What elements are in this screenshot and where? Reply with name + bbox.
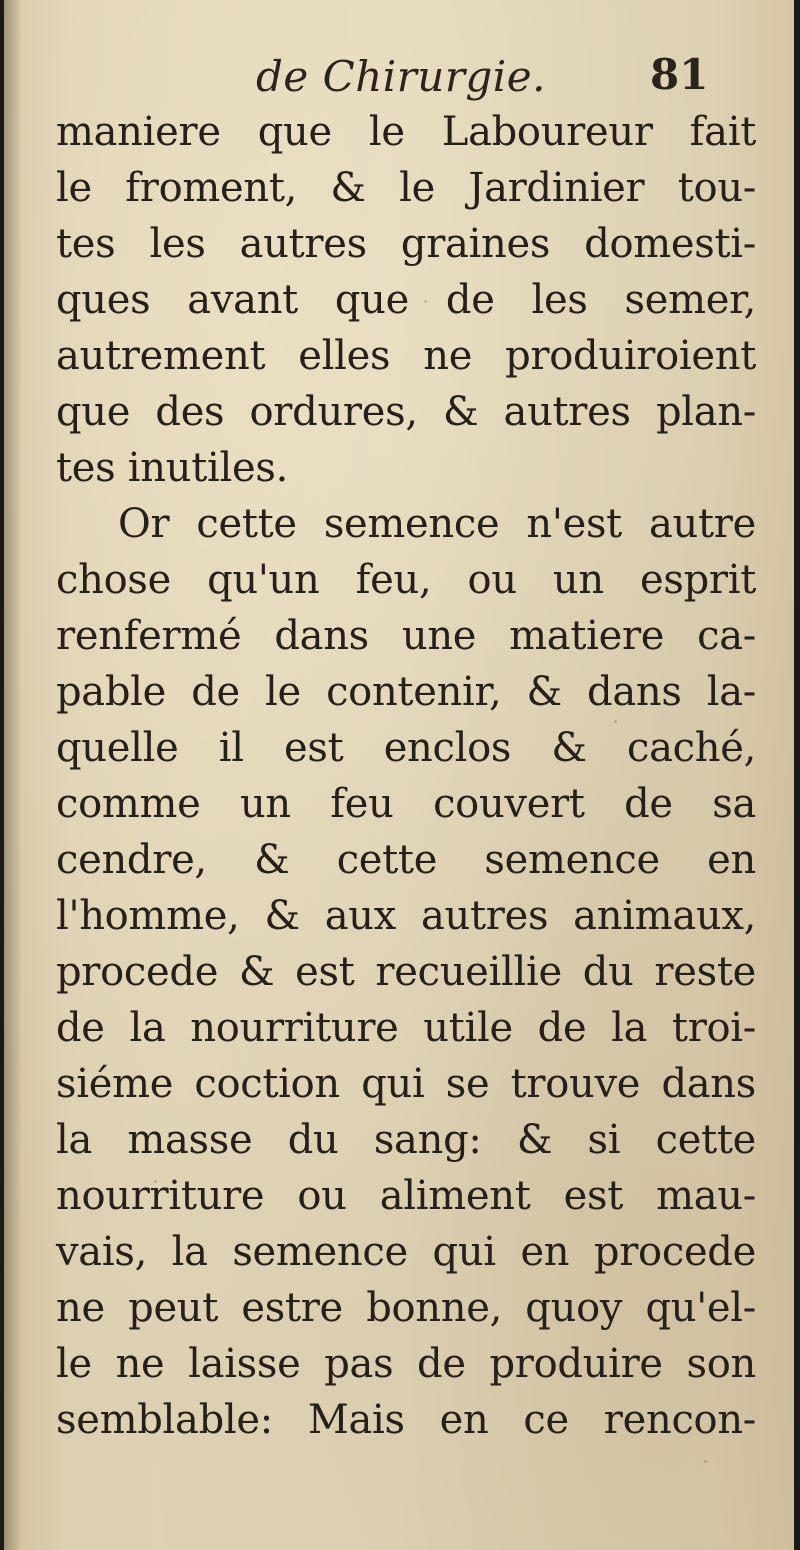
text-line: tes les autres graines domesti- xyxy=(56,221,756,267)
text-line: autrement elles ne produiroient xyxy=(56,333,756,379)
text-line: l'homme, & aux autres animaux, xyxy=(56,893,756,939)
text-line: de la nourriture utile de la troi- xyxy=(56,1005,756,1051)
text-line: maniere que le Laboureur fait xyxy=(56,109,756,155)
text-line: ne peut estre bonne, quoy qu'el- xyxy=(56,1285,756,1331)
binding-shadow xyxy=(4,0,22,1550)
text-line: quelle il est enclos & caché, xyxy=(56,725,756,771)
paragraph-start-line: Or cette semence n'est autre xyxy=(118,501,756,547)
text-line: que des ordures, & autres plan- xyxy=(56,389,756,435)
text-line: siéme coction qui se trouve dans xyxy=(56,1061,756,1107)
text-line: nourriture ou aliment est mau- xyxy=(56,1173,756,1219)
text-line: le ne laisse pas de produire son xyxy=(56,1341,756,1387)
text-line: cendre, & cette semence en xyxy=(56,837,756,883)
text-line: vais, la semence qui en procede xyxy=(56,1229,756,1275)
text-line: semblable: Mais en ce rencon- xyxy=(56,1397,756,1443)
page-number: 81 xyxy=(650,50,709,99)
text-line: procede & est recueillie du reste xyxy=(56,949,756,995)
page-header xyxy=(4,48,794,108)
running-title: de Chirurgie. xyxy=(256,52,546,101)
paper-speck xyxy=(154,1180,157,1183)
text-line: ques avant que de les semer, xyxy=(56,277,756,323)
body-text xyxy=(56,104,756,1448)
paper-speck xyxy=(704,1460,707,1463)
text-line: la masse du sang: & si cette xyxy=(56,1117,756,1163)
paper-speck xyxy=(614,720,617,723)
text-line: renfermé dans une matiere ca- xyxy=(56,613,756,659)
text-line: tes inutiles. xyxy=(56,445,288,491)
text-line: chose qu'un feu, ou un esprit xyxy=(56,557,756,603)
book-page xyxy=(4,0,794,1550)
text-line: comme un feu couvert de sa xyxy=(56,781,756,827)
paper-speck xyxy=(424,300,427,303)
text-line: le froment, & le Jardinier tou- xyxy=(56,165,756,211)
text-line: pable de le contenir, & dans la- xyxy=(56,669,756,715)
